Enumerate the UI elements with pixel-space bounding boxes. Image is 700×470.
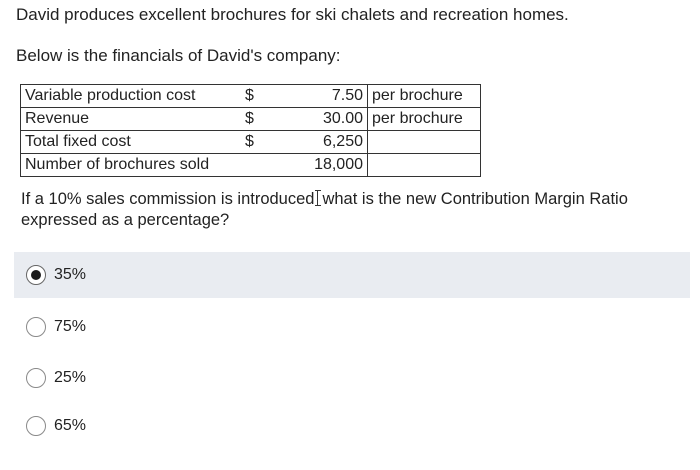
text-cursor-icon xyxy=(315,190,321,206)
table-row xyxy=(21,154,481,177)
option-label: 35% xyxy=(54,266,87,283)
row-value: 7.50 xyxy=(271,85,368,108)
question-part-1: If a 10% sales commission is introduced xyxy=(21,190,315,208)
radio-button[interactable] xyxy=(26,368,46,388)
row-unit xyxy=(368,131,481,154)
answer-option-4[interactable] xyxy=(14,403,690,449)
row-unit: per brochure xyxy=(368,108,481,131)
question-text xyxy=(21,189,691,231)
currency-symbol: $ xyxy=(241,131,271,154)
option-label: 65% xyxy=(54,417,87,434)
intro-text: David produces excellent brochures for ski chalets and recreation homes. xyxy=(16,5,569,24)
option-label: 75% xyxy=(54,318,87,335)
row-value: 6,250 xyxy=(271,131,368,154)
row-value: 18,000 xyxy=(271,154,368,177)
question-part-2: what is the new Contribution Margin Ratio expressed as a percentage? xyxy=(21,190,628,229)
radio-button[interactable] xyxy=(26,416,46,436)
financials-table xyxy=(20,84,481,177)
row-value: 30.00 xyxy=(271,108,368,131)
answer-option-3[interactable] xyxy=(14,355,690,401)
option-label: 25% xyxy=(54,369,87,386)
currency-symbol xyxy=(241,154,271,177)
table-row xyxy=(21,85,481,108)
row-label: Revenue xyxy=(21,108,242,131)
table-row xyxy=(21,131,481,154)
radio-button-checked[interactable] xyxy=(26,265,46,285)
radio-dot-icon xyxy=(31,270,41,280)
row-unit: per brochure xyxy=(368,85,481,108)
row-label: Number of brochures sold xyxy=(21,154,242,177)
radio-button[interactable] xyxy=(26,317,46,337)
answer-option-2[interactable] xyxy=(14,304,690,350)
currency-symbol: $ xyxy=(241,108,271,131)
subintro-text: Below is the financials of David's company: xyxy=(16,46,341,65)
row-label: Total fixed cost xyxy=(21,131,242,154)
currency-symbol: $ xyxy=(241,85,271,108)
row-unit xyxy=(368,154,481,177)
table-row xyxy=(21,108,481,131)
row-label: Variable production cost xyxy=(21,85,242,108)
answer-option-1[interactable] xyxy=(14,252,690,298)
